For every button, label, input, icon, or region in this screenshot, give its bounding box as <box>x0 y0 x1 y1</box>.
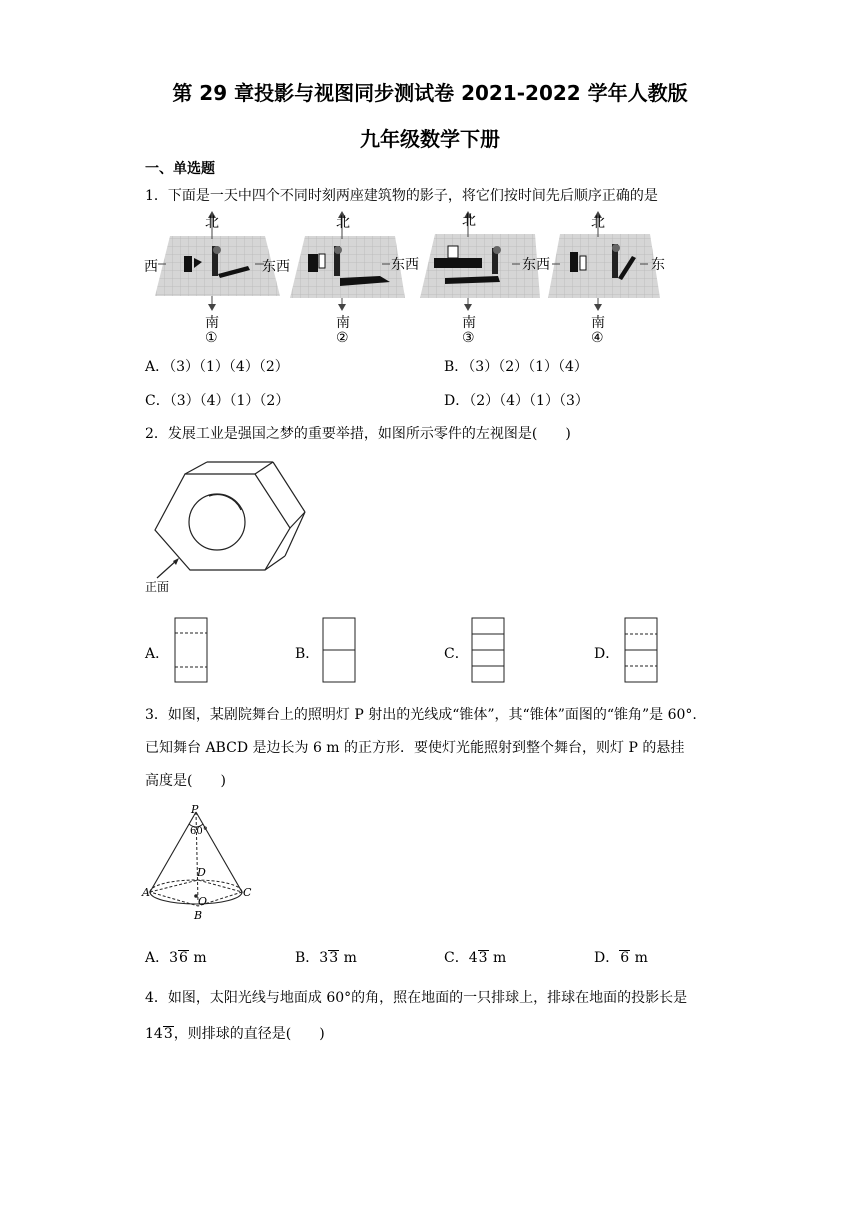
q2-option-d-letter[interactable]: D． <box>594 646 620 662</box>
q2-option-a-letter[interactable]: A． <box>145 646 170 662</box>
east-label-4: 东 <box>651 257 665 273</box>
south-label-3: 南 <box>462 315 476 331</box>
question-1-text: 1．下面是一天中四个不同时刻两座建筑物的影子，将它们按时间先后顺序正确的是 <box>145 188 658 204</box>
east-label-1: 东 <box>262 259 276 275</box>
panel-number-3: ③ <box>462 330 475 346</box>
cone-label-a: A <box>142 886 150 899</box>
cone-label-o: O <box>198 895 208 908</box>
hex-nut-figure <box>145 460 315 595</box>
q3-option-b[interactable]: B．33 m <box>295 950 357 966</box>
section-heading: 一、单选题 <box>145 161 215 177</box>
q1-option-b[interactable]: B．（3）（2）（1）（4） <box>444 359 588 375</box>
east-label-2: 东 <box>391 257 405 273</box>
question-3-line1: 3．如图，某剧院舞台上的照明灯 P 射出的光线成“锥体”，其“锥体”面图的“锥角”是 60°. <box>145 707 697 723</box>
question-2-text: 2．发展工业是强国之梦的重要举措，如图所示零件的左视图是( ) <box>145 426 571 442</box>
cone-label-c: C <box>243 886 252 899</box>
q2-option-c-letter[interactable]: C． <box>444 646 469 662</box>
cone-label-p: P <box>191 803 199 816</box>
panel-number-2: ② <box>336 330 349 346</box>
q3-option-d[interactable]: D．6 m <box>594 950 648 966</box>
east-label-3: 东 <box>522 257 536 273</box>
question-3-line2: 已知舞台 ABCD 是边长为 6 m 的正方形．要使灯光能照射到整个舞台，则灯 P 的悬挂 <box>145 740 685 756</box>
cone-label-b: B <box>194 909 203 922</box>
q3-option-c[interactable]: C．43 m <box>444 950 507 966</box>
west-label-2: 西 <box>276 259 290 275</box>
front-label: 正面 <box>145 580 170 594</box>
q2-option-b-figure[interactable] <box>322 617 356 683</box>
question-4-line2: 143，则排球的直径是( ) <box>145 1026 325 1042</box>
question-3-line3: 高度是( ) <box>145 773 226 789</box>
north-label-3: 北 <box>462 213 476 229</box>
panel-number-1: ① <box>205 330 218 346</box>
north-label-1: 北 <box>205 215 219 231</box>
q2-option-a-figure[interactable] <box>174 617 208 683</box>
west-label-3: 西 <box>405 257 419 273</box>
south-label-4: 南 <box>591 315 605 331</box>
south-label-2: 南 <box>336 315 350 331</box>
north-label-2: 北 <box>336 215 350 231</box>
panel-number-4: ④ <box>591 330 604 346</box>
cone-label-d: D <box>197 866 206 879</box>
q2-option-b-letter[interactable]: B． <box>295 646 320 662</box>
page-title-line1: 第 29 章投影与视图同步测试卷 2021-2022 学年人教版 <box>172 81 688 105</box>
q1-option-a[interactable]: A．（3）（1）（4）（2） <box>145 359 289 375</box>
q1-option-d[interactable]: D．（2）（4）（1）（3） <box>444 393 589 409</box>
q1-option-c[interactable]: C．（3）（4）（1）（2） <box>145 393 290 409</box>
south-label-1: 南 <box>205 315 219 331</box>
cone-label-angle: 60° <box>190 826 208 837</box>
north-label-4: 北 <box>591 215 605 231</box>
west-label-1: 西 <box>144 259 158 275</box>
q2-option-d-figure[interactable] <box>624 617 658 683</box>
west-label-4: 西 <box>536 257 550 273</box>
page-title-line2: 九年级数学下册 <box>360 127 500 151</box>
q3-option-a[interactable]: A．36 m <box>145 950 207 966</box>
question-4-line1: 4．如图，太阳光线与地面成 60°的角，照在地面的一只排球上，排球在地面的投影长是 <box>145 990 688 1006</box>
q2-option-c-figure[interactable] <box>471 617 505 683</box>
